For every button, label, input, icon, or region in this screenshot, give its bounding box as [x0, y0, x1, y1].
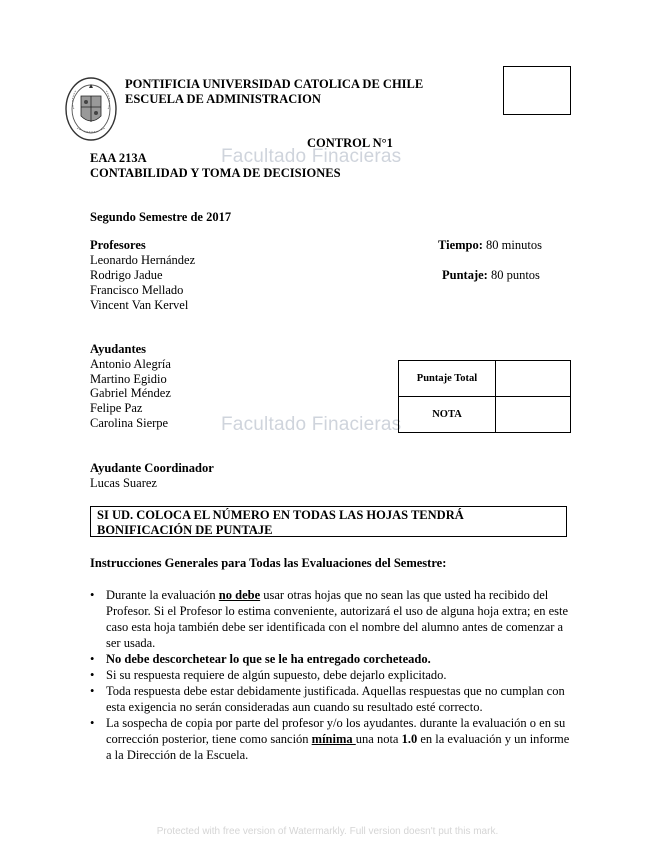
- instruction-emphasis: 1.0: [401, 732, 418, 746]
- student-number-box[interactable]: [503, 66, 571, 115]
- coordinator-heading: Ayudante Coordinador: [90, 461, 214, 475]
- instruction-emphasis: mínima: [311, 732, 356, 746]
- instruction-item: [90, 587, 570, 651]
- total-score-cell[interactable]: [496, 361, 571, 397]
- instruction-item: [90, 715, 570, 763]
- instruction-text: Si su respuesta requiere de algún supuesto, debe dejarlo explicitado.: [106, 668, 447, 682]
- instruction-text: en la evaluación y un informe a la Dirección de la Escuela.: [106, 732, 570, 762]
- score-table: [398, 360, 571, 433]
- university-name: PONTIFICIA UNIVERSIDAD CATOLICA DE CHILE: [125, 77, 424, 91]
- instruction-item: [90, 683, 570, 715]
- bonus-notice-line: BONIFICACIÓN DE PUNTAJE: [97, 523, 273, 537]
- instructions-heading: Instrucciones Generales para Todas las Evaluaciones del Semestre:: [90, 556, 447, 570]
- time-info: [438, 238, 542, 253]
- university-seal-icon: [64, 76, 118, 142]
- watermark-footer: Protected with free version of Watermarkly. Full version doesn't put this mark.: [156, 826, 499, 837]
- total-score-label: Puntaje Total: [399, 361, 496, 397]
- score-label: Puntaje:: [442, 268, 488, 282]
- assistant-name: Antonio Alegría: [90, 357, 171, 371]
- grade-label: NOTA: [399, 397, 496, 433]
- assistant-name: Carolina Sierpe: [90, 416, 169, 430]
- instruction-text: una nota: [355, 732, 402, 746]
- professor-name: Vincent Van Kervel: [90, 298, 189, 312]
- bonus-notice: [90, 506, 567, 537]
- score-info: [442, 268, 540, 283]
- school-name: ESCUELA DE ADMINISTRACION: [125, 92, 321, 106]
- watermark-text: Facultado Finacieras: [221, 146, 402, 167]
- coordinator-name: Lucas Suarez: [90, 476, 157, 490]
- instruction-text: Toda respuesta debe estar debidamente justificada. Aquellas respuestas que no cumplan con esta exigencia no serán consideradas aun cuando su resultado esté correcto.: [106, 684, 565, 714]
- course-code: EAA 213A: [90, 151, 147, 165]
- assistant-name: Gabriel Méndez: [90, 386, 171, 400]
- bullet-icon: •: [90, 668, 95, 682]
- grade-cell[interactable]: [496, 397, 571, 433]
- instruction-text: usar otras hojas que no sean las que usted ha recibido del Profesor. Si el Profesor lo estima conveniente, autorizará el uso de alguna hoja extra; en este caso esta hoja también debe ser identificada con el nombre del alumno antes de comenzar a ser usada.: [106, 588, 568, 650]
- professor-name: Rodrigo Jadue: [90, 268, 163, 282]
- instruction-text: No debe descorchetear lo que se le ha entregado corcheteado.: [106, 652, 431, 666]
- watermark-text: Facultado Finacieras: [221, 414, 402, 435]
- bullet-icon: •: [90, 652, 95, 666]
- instruction-item: [90, 651, 570, 667]
- bullet-icon: •: [90, 716, 95, 730]
- professor-name: Francisco Mellado: [90, 283, 184, 297]
- bullet-icon: •: [90, 588, 95, 602]
- assistants-heading: Ayudantes: [90, 342, 147, 356]
- professors-heading: Profesores: [90, 238, 146, 252]
- assistant-name: Martino Egidio: [90, 372, 167, 386]
- instruction-emphasis: no debe: [218, 588, 261, 602]
- instruction-text: La sospecha de copia por parte del profesor y/o los ayudantes. durante la evaluación o en su corrección posterior, tiene como sanción: [106, 716, 566, 746]
- instructions-list: [90, 587, 570, 763]
- score-value: 80 puntos: [490, 268, 540, 282]
- assistant-name: Felipe Paz: [90, 401, 143, 415]
- instruction-item: [90, 667, 570, 683]
- instruction-text: Durante la evaluación: [106, 588, 219, 602]
- semester: Segundo Semestre de 2017: [90, 210, 232, 224]
- professor-name: Leonardo Hernández: [90, 253, 196, 267]
- course-name: CONTABILIDAD Y TOMA DE DECISIONES: [90, 166, 341, 180]
- time-value: 80 minutos: [486, 238, 542, 252]
- bonus-notice-line: SI UD. COLOCA EL NÚMERO EN TODAS LAS HOJAS TENDRÁ: [97, 508, 464, 522]
- control-title: CONTROL N°1: [307, 136, 393, 150]
- time-label: Tiempo:: [438, 238, 483, 252]
- bullet-icon: •: [90, 684, 95, 698]
